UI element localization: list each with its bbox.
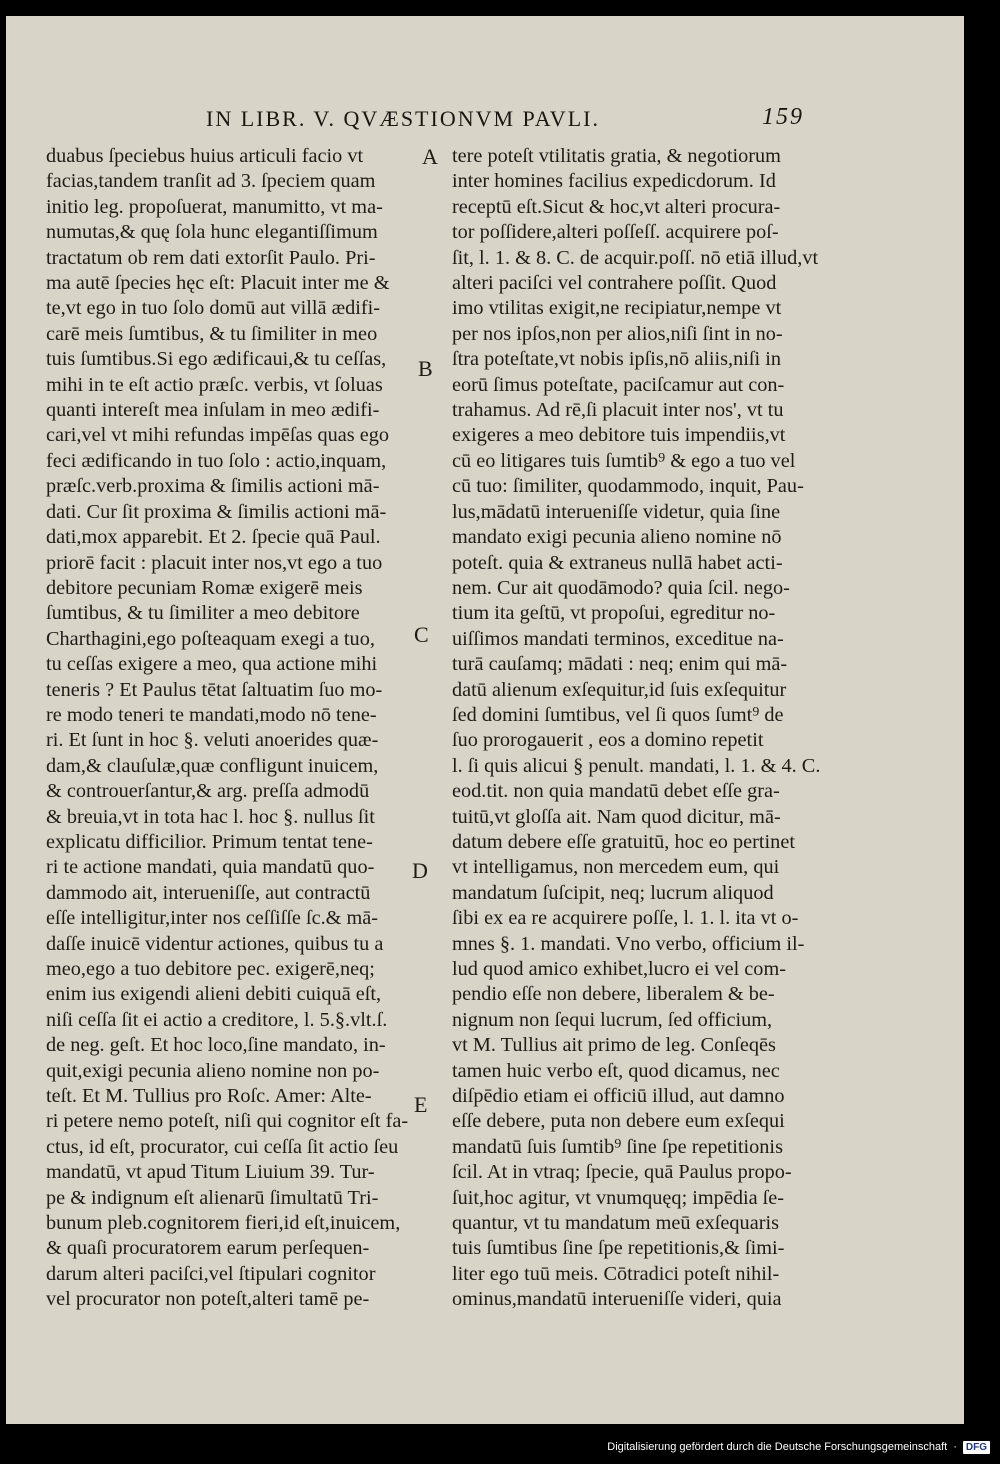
text-line: eſſe intelligitur,inter nos ceſſiſſe ſc.& mā- xyxy=(46,907,379,930)
left-text-column xyxy=(46,144,420,1313)
running-title: IN LIBR. V. QVÆSTIONVM PAVLI. xyxy=(206,106,600,131)
right-text-column xyxy=(452,144,828,1313)
text-line: tor poſſidere,alteri poſſeſſ. acquirere poſ- xyxy=(452,221,779,244)
text-line: explicatu difficilior. Primum tentat tene- xyxy=(46,830,373,853)
text-line: de neg. geſt. Et hoc loco,ſine mandato, in- xyxy=(46,1034,386,1057)
dfg-logo-icon: DFG xyxy=(963,1441,990,1454)
margin-letter-a: A xyxy=(422,144,438,169)
text-line: lud quod amico exhibet,lucro ei vel com- xyxy=(452,958,786,980)
text-line: ri. Et ſunt in hoc §. veluti anoerides quæ- xyxy=(46,729,379,752)
text-line: re modo teneri te mandati,modo nō tene- xyxy=(46,703,377,726)
text-line: quantur, vt tu mandatum meū exſequaris xyxy=(452,1212,779,1235)
text-line: quit,exigi pecunia alieno nomine non po- xyxy=(46,1059,380,1082)
text-line: facias,tandem tranſit ad 3. ſpeciem quam xyxy=(46,170,376,193)
text-line: receptū eſt.Sicut & hoc,vt alteri procura- xyxy=(452,195,781,218)
text-line: datum debere eſſe gratuitū, hoc eo pertinet xyxy=(452,830,795,853)
text-line: trahamus. Ad rē,ſi placuit inter nos', vt tu xyxy=(452,399,784,422)
text-line: priorē facit : placuit inter nos,vt ego a tuo xyxy=(46,551,383,574)
text-line: poteſt. quia & extraneus nullā habet acti- xyxy=(452,551,783,574)
text-line: exigeres a meo debitore tuis impendiis,vt xyxy=(452,424,786,447)
text-line: alteri paciſci vel contrahere poſſit. Quod xyxy=(452,272,777,295)
text-line: tuis ſumtibus ſine ſpe repetitionis,& ſimi- xyxy=(452,1237,785,1260)
text-line: & quaſi procuratorem earum perſequen- xyxy=(46,1237,370,1260)
text-line: lus,mādatū interueniſſe videtur, quia ſine xyxy=(452,500,781,523)
credit-text: Digitalisierung gefördert durch die Deutsche Forschungsgemeinschaft xyxy=(607,1441,948,1453)
text-line: pendio eſſe non debere, liberalem & be- xyxy=(452,983,775,1006)
text-line: eſſe debere, puta non debere eum exſequi xyxy=(452,1110,785,1133)
margin-letter-b: B xyxy=(418,356,433,381)
text-line: tu ceſſas exigere a meo, qua actione mihi xyxy=(46,653,378,676)
margin-letter-e: E xyxy=(414,1092,428,1117)
text-line: & controuerſantur,& arg. preſſa admodū xyxy=(46,780,370,803)
text-line: teſt. Et M. Tullius pro Roſc. Amer: Alte- xyxy=(46,1085,372,1108)
text-line: dati. Cur ſit proxima & ſimilis actioni mā- xyxy=(46,500,387,523)
text-line: inter homines facilius expedicdorum. Id xyxy=(452,170,776,193)
text-line: cari,vel vt mihi refundas impēſas quas ego xyxy=(46,424,389,447)
text-line: tium ita geſtū, vt propoſui, egreditur no- xyxy=(452,602,776,625)
text-line: turā cauſamq; mādati : neq; enim qui mā- xyxy=(452,653,788,676)
text-line: enim ius exigendi alieni debiti cuiquā eſt, xyxy=(46,983,382,1006)
text-line: vt M. Tullius ait primo de leg. Conſeqēs xyxy=(452,1034,776,1057)
text-line: eod.tit. non quia mandatū debet eſſe gra- xyxy=(452,780,780,803)
text-line: cū tuo: ſimiliter, quodammodo, inquit, Pau- xyxy=(452,475,804,498)
digitization-credit xyxy=(600,1438,990,1456)
text-line: mandatū ſuis ſumtib⁹ ſine ſpe repetitionis xyxy=(452,1135,783,1158)
text-line: nignum non ſequi lucrum, ſed officium, xyxy=(452,1008,773,1031)
text-line: darum alteri paciſci,vel ſtipulari cognitor xyxy=(46,1262,376,1285)
text-line: tere poteſt vtilitatis gratia, & negotiorum xyxy=(452,145,781,167)
text-line: ſibi ex ea re acquirere poſſe, l. 1. l. ita vt o- xyxy=(452,907,799,930)
book-page xyxy=(6,16,964,1424)
text-line: ominus,mandatū interueniſſe videri, quia xyxy=(452,1288,782,1311)
text-line: per nos ipſos,non per alios,niſi ſint in no- xyxy=(452,322,783,345)
text-line: pe & indignum eſt alienarū ſimultatū Tri- xyxy=(46,1186,379,1209)
text-line: mandatū, vt apud Titum Liuium 39. Tur- xyxy=(46,1161,375,1184)
text-line: datū alienum exſequitur,id ſuis exſequitur xyxy=(452,678,787,701)
text-line: imo vtilitas exigit,ne recipiatur,nempe vt xyxy=(452,297,782,320)
text-line: cū eo litigares tuis ſumtib⁹ & ego a tuo vel xyxy=(452,449,796,472)
text-line: meo,ego a tuo debitore pec. exigerē,neq; xyxy=(46,958,375,980)
margin-letter-d: D xyxy=(412,858,428,883)
text-line: nem. Cur ait quodāmodo? quia ſcil. nego- xyxy=(452,576,790,599)
text-line: uiſſimos mandati terminos, exceditue na- xyxy=(452,627,784,650)
text-line: ſtra poteſtate,vt nobis ipſis,nō aliis,niſi in xyxy=(452,348,781,371)
text-line: ma autē ſpecies hęc eſt: Placuit inter me & xyxy=(46,272,390,295)
text-line: mandatum ſuſcipit, neq; lucrum aliquod xyxy=(452,881,774,904)
page-number: 159 xyxy=(762,104,804,130)
text-line: debitore pecuniam Romæ exigerē meis xyxy=(46,576,363,599)
text-line: teneris ? Et Paulus tētat ſaltuatim ſuo mo- xyxy=(46,678,383,701)
text-line: eorū ſimus poteſtate, paciſcamur aut con- xyxy=(452,373,785,396)
text-line: mihi in te eſt actio præſc. verbis, vt ſoluas xyxy=(46,373,383,396)
text-line: bunum pleb.cognitorem fieri,id eſt,inuicem, xyxy=(46,1212,401,1235)
margin-letter-c: C xyxy=(414,622,429,647)
text-line: mandato exigi pecunia alieno nomine nō xyxy=(452,526,782,549)
text-line: te,vt ego in tuo ſolo domū aut villā ædifi- xyxy=(46,297,381,320)
text-line: diſpēdio etiam ei officiū illud, aut damno xyxy=(452,1085,785,1108)
text-line: tuis ſumtibus.Si ego ædificaui,& tu ceſſas, xyxy=(46,348,387,371)
text-line: dam,& clauſulæ,quæ confligunt inuicem, xyxy=(46,754,379,777)
text-line: quanti intereſt mea inſulam in meo ædifi- xyxy=(46,399,380,422)
text-line: vel procurator non poteſt,alteri tamē pe- xyxy=(46,1288,370,1311)
text-line: ctus, id eſt, procurator, cui ceſſa ſit actio ſeu xyxy=(46,1135,399,1158)
text-line: feci ædificando in tuo ſolo : actio,inquam, xyxy=(46,449,387,472)
text-line: tuitū,vt gloſſa ait. Nam quod dicitur, mā- xyxy=(452,805,781,828)
text-line: mnes §. 1. mandati. Vno verbo, officium il- xyxy=(452,932,805,955)
text-line: liter ego tuū meis. Cōtradici poteſt nihil- xyxy=(452,1262,780,1285)
text-line: carē meis ſumtibus, & tu ſimiliter in meo xyxy=(46,322,378,345)
text-line: niſi ceſſa ſit ei actio a creditore, l. 5.§.vlt.ſ. xyxy=(46,1008,388,1031)
text-line: initio leg. propoſuerat, manumitto, vt ma- xyxy=(46,195,383,218)
text-line: tractatum ob rem dati extorſit Paulo. Pri- xyxy=(46,246,376,269)
text-line: ſit, l. 1. & 8. C. de acquir.poſſ. nō etiā illud,vt xyxy=(452,246,819,269)
text-line: ri petere nemo poteſt, niſi qui cognitor eſt fa- xyxy=(46,1110,409,1133)
text-line: daſſe inuicē videntur actiones, quibus tu a xyxy=(46,932,384,955)
text-line: ſuit,hoc agitur, vt vnumquęq; impēdia ſe- xyxy=(452,1186,785,1209)
text-line: tamen huic verbo eſt, quod dicamus, nec xyxy=(452,1059,780,1082)
text-line: numutas,& quę ſola hunc elegantiſſimum xyxy=(46,221,378,244)
text-line: dati,mox apparebit. Et 2. ſpecie quā Paul. xyxy=(46,526,381,549)
text-line: ſcil. At in vtraq; ſpecie, quā Paulus propo- xyxy=(452,1161,792,1184)
text-line: ſumtibus, & tu ſimiliter a meo debitore xyxy=(46,602,360,625)
text-line: ſed domini ſumtibus, vel ſi quos ſumt⁹ de xyxy=(452,703,784,726)
text-line: vt intelligamus, non mercedem eum, qui xyxy=(452,856,780,879)
text-line: Charthagini,ego poſteaquam exegi a tuo, xyxy=(46,627,375,650)
text-line: ſuo prorogauerit , eos a domino repetit xyxy=(452,729,764,752)
text-line: l. ſi quis alicui § penult. mandati, l. 1. & 4. C. xyxy=(452,754,821,777)
text-line: dammodo ait, interueniſſe, aut contractū xyxy=(46,881,371,904)
text-line: duabus ſpeciebus huius articuli facio vt xyxy=(46,145,364,167)
text-line: & breuia,vt in tota hac l. hoc §. nullus ſit xyxy=(46,805,375,828)
credit-separator: · xyxy=(953,1441,957,1453)
text-line: ri te actione mandati, quia mandatū quo- xyxy=(46,856,375,879)
text-line: præſc.verb.proxima & ſimilis actioni mā- xyxy=(46,475,380,498)
